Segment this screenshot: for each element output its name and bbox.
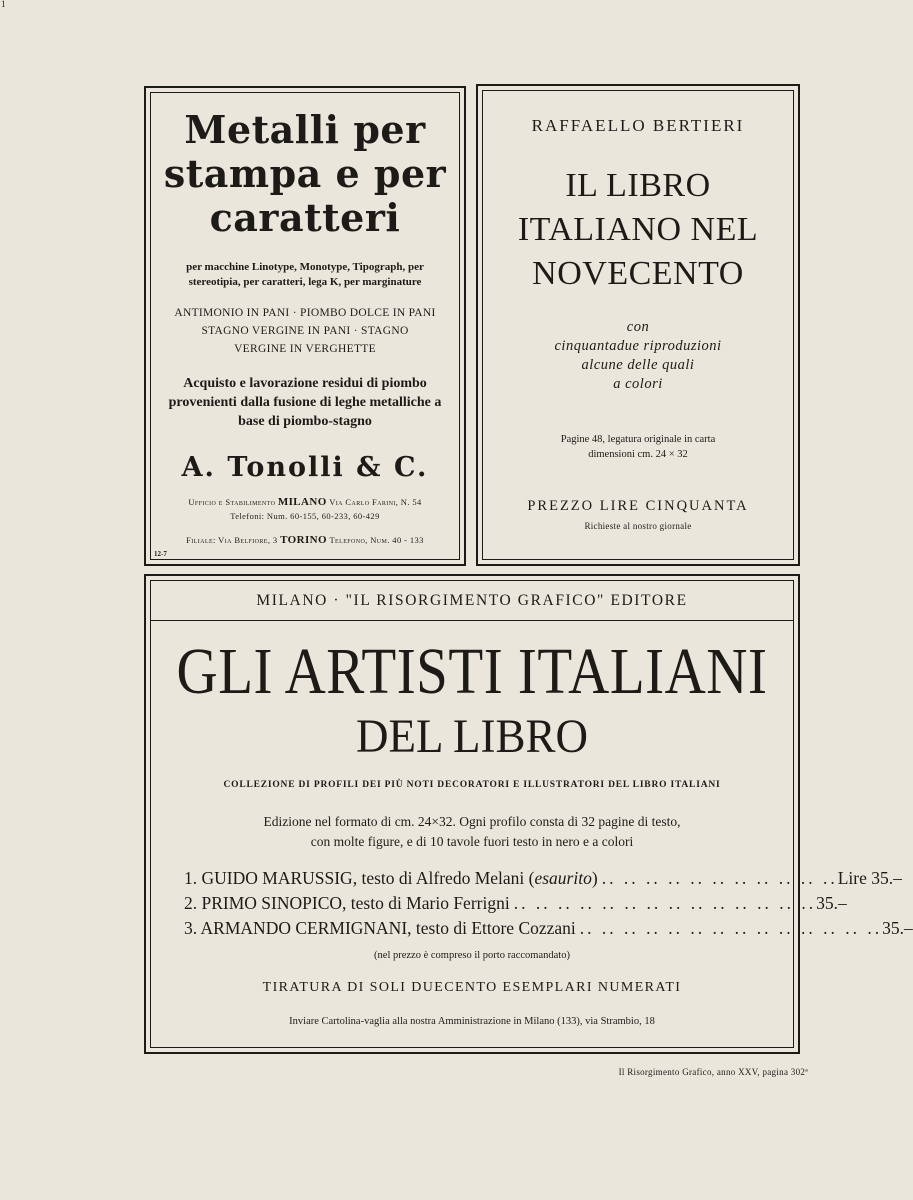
item-number: 2. [184,893,198,913]
reproductions-text [486,318,790,394]
product-line: VERGINE IN VERGHETTE [234,343,376,355]
ad-artisti-italiani [144,574,913,1054]
title-line: NOVECENTO [532,255,744,292]
branch-city: TORINO [280,534,327,546]
repro-line: con [626,319,650,335]
details-line: Pagine 48, legatura originale in carta [560,434,716,445]
item-status: esaurito [534,868,592,888]
office-street: Via Carlo Farini, N. 54 [329,497,422,507]
purchase-text: Acquisto e lavorazione residui di piombo provenienti dalla fusione di leghe metalliche a base di piombo-stagno [168,376,442,429]
list-item: 1. GUIDO MARUSSIG, testo di Alfredo Melani (esaurito) .. .. .. .. .. .. .. .. .. .. .. Lire 35.– [184,866,762,891]
branch-label: Filiale: Via Belfiore, 3 [186,535,278,545]
branch-address [160,533,450,547]
volume-list [184,866,913,941]
print-run: TIRATURA DI SOLI DUECENTO ESEMPLARI NUMERATI [262,980,682,995]
item-number: 3. [184,918,198,938]
item-text: , testo di Ettore Cozzani [407,918,576,938]
book-price: PREZZO LIRE CINQUANTA [527,498,749,514]
ad-tonolli-metals [144,86,466,566]
series-title: GLI ARTISTI ITALIANI [176,635,768,709]
title-line: caratteri [209,195,401,240]
book-details [486,432,790,462]
title-line: stampa e per [163,151,447,196]
corner-mark: 1 [1,0,6,9]
item-name: GUIDO MARUSSIG [201,868,353,888]
title-line: ITALIANO NEL [517,211,759,248]
order-instructions: Inviare Cartolina-vaglia alla nostra Amministrazione in Milano (133), via Strambio, 18 [289,1016,655,1027]
item-name: PRIMO SINOPICO [201,893,343,913]
book-title [486,164,790,296]
edition-line: con molte figure, e di 10 tavole fuori testo in nero e a colori [310,834,634,849]
products-list [160,304,450,358]
ad-code: 12-7 [154,550,167,558]
list-item: 2. PRIMO SINOPICO, testo di Mario Ferrigni .. .. .. .. .. .. .. .. .. .. .. .. .. .. 35.– [184,891,762,916]
item-close: ) [591,868,598,888]
list-item: 3. ARMANDO CERMIGNANI, testo di Ettore Cozzani .. .. .. .. .. .. .. .. .. .. .. .. .. .. 35.– [184,916,762,941]
product-line: ANTIMONIO IN PANI · PIOMBO DOLCE IN PANI [174,307,436,319]
edition-line: Edizione nel formato di cm. 24×32. Ogni profilo consta di 32 pagine di testo, [263,814,681,829]
company-name: A. Tonolli & C. [181,452,429,483]
publisher-line: MILANO · "IL RISORGIMENTO GRAFICO" EDITORE [256,592,688,609]
item-price: Lire 35.– [837,868,902,888]
divider [150,620,794,621]
page-footer: Il Risorgimento Grafico, anno XXV, pagina 302ª [618,1067,808,1077]
machines-text: per macchine Linotype, Monotype, Tipograph, per stereotipia, per caratteri, lega K, per marginature [186,261,424,288]
item-name: ARMANDO CERMIGNANI [200,918,408,938]
title-line: Metalli per [184,107,426,152]
item-price: 35.– [816,893,847,913]
office-address [160,495,450,509]
edition-text [186,812,758,852]
office-phones: Telefoni: Num. 60-155, 60-233, 60-429 [230,511,380,521]
item-number: 1. [184,868,198,888]
office-city: MILANO [277,496,327,508]
item-text: , testo di Alfredo Melani ( [352,868,535,888]
book-author: RAFFAELLO BERTIERI [531,116,745,135]
title-line: IL LIBRO [565,167,711,204]
request-note: Richieste al nostro giornale [584,521,692,531]
postage-note: (nel prezzo è compreso il porto raccomandato) [374,950,570,961]
ad-left-title [160,108,450,240]
product-line: STAGNO VERGINE IN PANI · STAGNO [201,325,409,337]
item-text: , testo di Mario Ferrigni [342,893,510,913]
collection-description: COLLEZIONE DI PROFILI DEI PIÙ NOTI DECORATORI E ILLUSTRATORI DEL LIBRO ITALIANI [223,780,721,790]
repro-line: cinquantadue riproduzioni [554,338,722,354]
series-subtitle: DEL LIBRO [355,710,589,763]
branch-phone: Telefono, Num. 40 - 133 [329,535,424,545]
item-price: 35.– [882,918,913,938]
office-label: Ufficio e Stabilimento [188,497,276,507]
ad-bertieri-book [476,84,800,566]
repro-line: alcune delle quali [581,357,695,373]
details-line: dimensioni cm. 24 × 32 [588,449,688,460]
repro-line: a colori [613,376,663,392]
